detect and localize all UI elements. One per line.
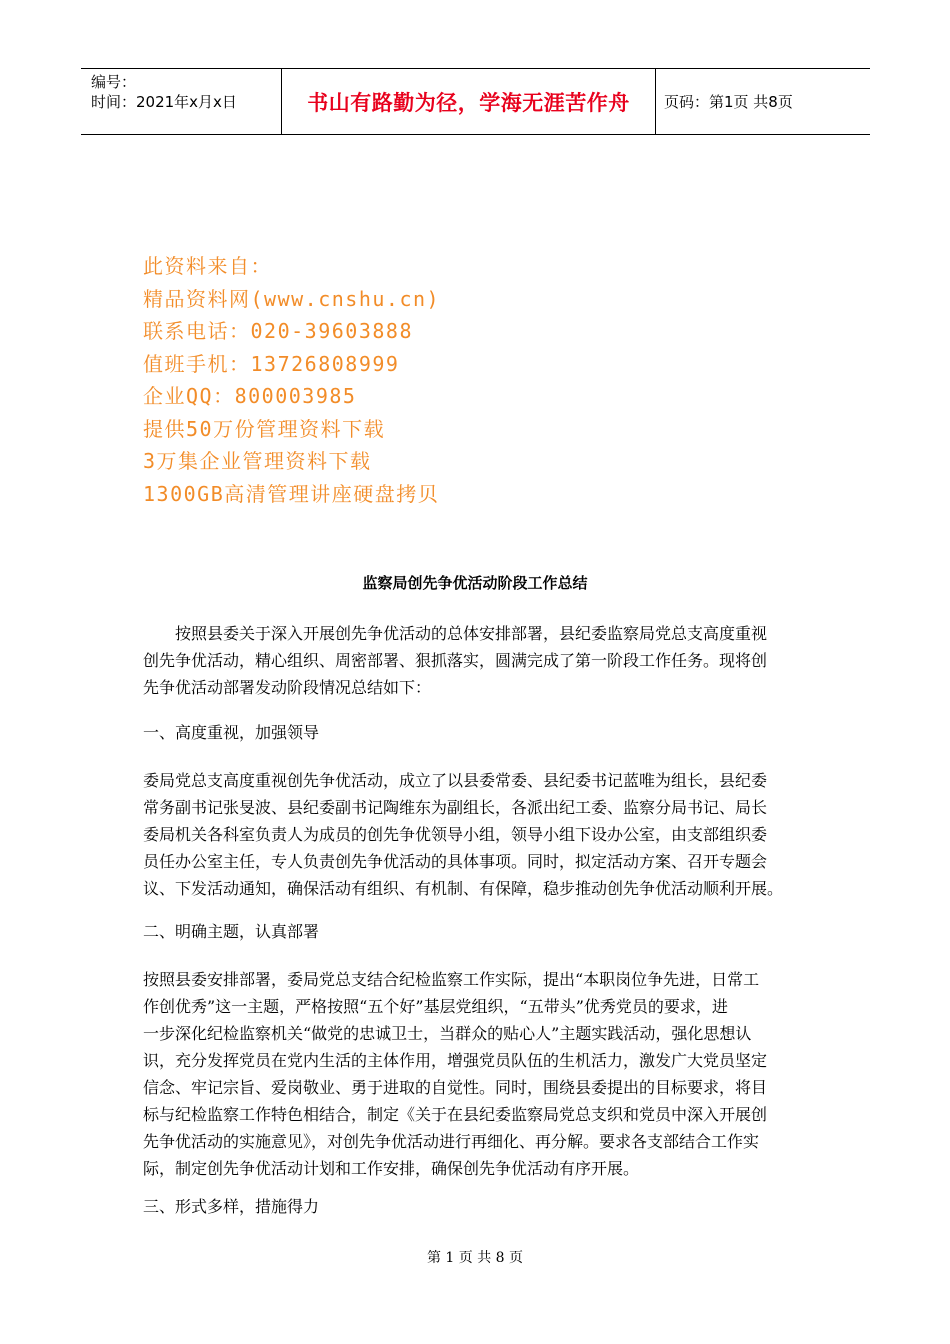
number-label: 编号： xyxy=(91,73,137,91)
page-footer: 第 1 页 共 8 页 xyxy=(426,1250,524,1266)
intro-paragraph xyxy=(143,620,811,701)
promo-line: 联系电话：020-39603888 xyxy=(143,319,413,343)
text-line: 按照县委关于深入开展创先争优活动的总体安排部署，县纪委监察局党总支高度重视 xyxy=(175,624,768,643)
promo-line: 企业QQ：800003985 xyxy=(143,384,357,408)
text-line: 标与纪检监察工作特色相结合，制定《关于在县纪委监察局党总支织和党员中深入开展创 xyxy=(143,1105,768,1124)
promo-line: 此资料来自： xyxy=(143,254,272,278)
time-label: 时间：2021年x月x日 xyxy=(91,93,237,111)
promo-line: 提供50万份管理资料下载 xyxy=(143,416,386,441)
text-line: 议、下发活动通知，确保活动有组织、有机制、有保障，稳步推动创先争优活动顺利开展。 xyxy=(143,879,784,898)
promo-line: 3万集企业管理资料下载 xyxy=(143,449,372,473)
text-line: 先争优活动部署发动阶段情况总结如下： xyxy=(143,678,432,697)
header-meta-cell xyxy=(81,69,282,134)
text-line: 员任办公室主任，专人负责创先争优活动的具体事项。同时，拟定活动方案、召开专题会 xyxy=(143,852,768,871)
section-heading: 一、高度重视，加强领导 xyxy=(143,723,320,742)
section2-paragraph xyxy=(143,966,811,1182)
text-line: 按照县委安排部署，委局党总支结合纪检监察工作实际，提出“本职岗位争先进，日常工 xyxy=(143,970,760,989)
header-motto: 书山有路勤为径，学海无涯苦作舟 xyxy=(307,90,630,115)
promo-block xyxy=(143,250,440,510)
text-line: 委局党总支高度重视创先争优活动，成立了以县委常委、县纪委书记蓝唯为组长，县纪委 xyxy=(143,771,768,790)
text-line: 作创优秀”这一主题，严格按照“五个好”基层党组织，“五带头”优秀党员的要求，进 xyxy=(143,997,728,1016)
text-line: 常务副书记张旻波、县纪委副书记陶维东为副组长，各派出纪工委、监察分局书记、局长 xyxy=(143,798,768,817)
text-line: 创先争优活动，精心组织、周密部署、狠抓落实，圆满完成了第一阶段工作任务。现将创 xyxy=(143,651,768,670)
header-table xyxy=(81,68,870,135)
section-heading: 二、明确主题，认真部署 xyxy=(143,922,320,941)
text-line: 委局机关各科室负责人为成员的创先争优领导小组，领导小组下设办公室，由支部组织委 xyxy=(143,825,768,844)
section1-paragraph xyxy=(143,767,811,902)
promo-line: 值班手机：13726808999 xyxy=(143,351,400,376)
promo-line: 精品资料网(www.cnshu.cn) xyxy=(143,286,441,311)
section-heading: 三、形式多样，措施得力 xyxy=(143,1197,320,1216)
header-page-info: 页码：第1页 共8页 xyxy=(664,93,793,111)
text-line: 识，充分发挥党员在党内生活的主体作用，增强党员队伍的生机活力，激发广大党员坚定 xyxy=(143,1051,768,1070)
text-line: 际，制定创先争优活动计划和工作安排，确保创先争优活动有序开展。 xyxy=(143,1159,640,1178)
document-title: 监察局创先争优活动阶段工作总结 xyxy=(362,574,588,592)
header-page-cell xyxy=(656,69,870,134)
header-motto-cell xyxy=(282,69,656,134)
text-line: 先争优活动的实施意见》，对创先争优活动进行再细化、再分解。要求各支部结合工作实 xyxy=(143,1132,760,1151)
text-line: 信念、牢记宗旨、爱岗敬业、勇于进取的自觉性。同时，围绕县委提出的目标要求，将目 xyxy=(143,1078,768,1097)
promo-line: 1300GB高清管理讲座硬盘拷贝 xyxy=(143,481,440,506)
text-line: 一步深化纪检监察机关“做党的忠诚卫士，当群众的贴心人”主题实践活动，强化思想认 xyxy=(143,1024,752,1043)
